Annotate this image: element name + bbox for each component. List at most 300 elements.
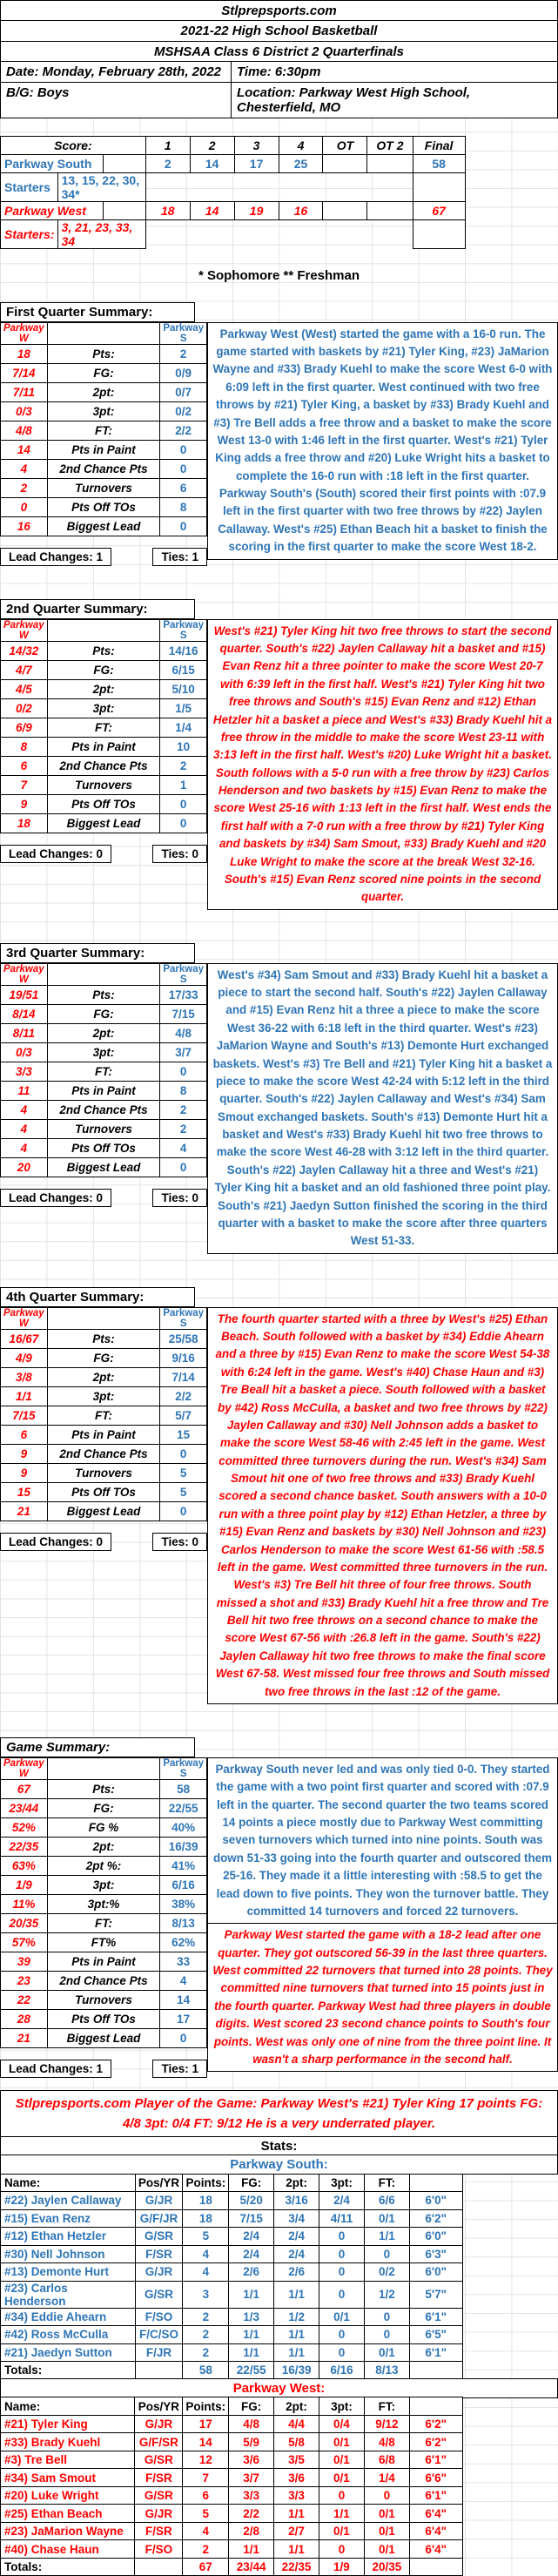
- stat-value-south: 0/9: [160, 363, 207, 382]
- stat-row: [1, 1501, 207, 1521]
- stat-row: [1, 718, 207, 737]
- spacer: [0, 910, 558, 943]
- stat-value-west: 18: [1, 813, 48, 833]
- player-stat: 5'7": [409, 2281, 462, 2308]
- spacer: [0, 566, 558, 599]
- west-team-label: Parkway W: [1, 322, 48, 344]
- player-stat: G/SR: [135, 2486, 183, 2505]
- stat-label: Biggest Lead: [47, 813, 160, 833]
- blank-cell: [145, 172, 413, 201]
- player-name: #15) Evan Renz: [1, 2209, 136, 2228]
- roster-column-header: 2pt:: [274, 2397, 319, 2416]
- player-stat: 0: [319, 2245, 365, 2263]
- roster-table: [0, 2397, 558, 2576]
- quarter-stats-table: [0, 1307, 207, 1521]
- south-team-label: Parkway S: [160, 619, 207, 641]
- stat-label: Pts Off TOs: [47, 1138, 160, 1157]
- stat-row: [1, 516, 207, 536]
- stat-value-west: 39: [1, 1952, 48, 1971]
- stat-value-west: 57%: [1, 1932, 48, 1952]
- score-label: Score:: [1, 136, 146, 154]
- stat-row: [1, 775, 207, 794]
- player-stat: 1/1: [274, 2281, 319, 2308]
- class-legend: * Sophomore ** Freshman: [198, 267, 360, 283]
- stat-row: [1, 1406, 207, 1425]
- stat-value-west: 9: [1, 794, 48, 813]
- player-stat: 6'1": [409, 2343, 462, 2362]
- roster-column-header: FG:: [229, 2397, 274, 2416]
- player-stat: 0/1: [319, 2433, 365, 2451]
- lead-changes-row: [0, 548, 207, 566]
- stat-label: Pts:: [47, 641, 160, 660]
- player-stat: 6'1": [409, 2451, 462, 2469]
- period-header: OT 2: [367, 136, 413, 154]
- player-name: #34) Eddie Ahearn: [1, 2308, 136, 2326]
- player-stat: 0: [319, 2263, 365, 2282]
- player-stat: 0: [364, 2326, 409, 2344]
- player-stat: 1/3: [229, 2308, 274, 2326]
- player-name: #12) Ethan Hetzler: [1, 2228, 136, 2246]
- lead-changes-box: Lead Changes: 1: [0, 2060, 111, 2078]
- player-stat: 0/1: [319, 2308, 365, 2326]
- blank-cell: [104, 201, 146, 219]
- blank-cell: [462, 2433, 557, 2451]
- quarter-stats-table: [0, 619, 207, 833]
- stat-label: Pts in Paint: [47, 440, 160, 459]
- player-stat: 2: [183, 2326, 229, 2344]
- stat-value-south: 58: [160, 1779, 207, 1798]
- roster-column-header: Points:: [183, 2174, 229, 2192]
- stat-value-south: 3/7: [160, 1042, 207, 1062]
- stat-value-south: 1/4: [160, 718, 207, 737]
- quarter-stats-column: [0, 619, 207, 910]
- player-of-game-banner: Stlprepsports.com Player of the Game: Parkway West's #21) Tyler King 17 points FG: 4/8 3pt: 0/4 FT: 9/12 He is a very underrated player.: [0, 2090, 558, 2138]
- site-title: Stlprepsports.com: [0, 0, 558, 22]
- player-row: [1, 2433, 558, 2451]
- player-stat: 6'2": [409, 2415, 462, 2433]
- player-stat: G/F/JR: [135, 2209, 183, 2228]
- player-stat: F/SR: [135, 2245, 183, 2263]
- player-stat: 6'2": [409, 2209, 462, 2228]
- player-row: [1, 2263, 558, 2282]
- player-stat: F/SR: [135, 2522, 183, 2540]
- totals-stat: [409, 2558, 462, 2576]
- player-stat: 5/20: [229, 2192, 274, 2210]
- starters-list: 3, 21, 23, 33, 34: [57, 219, 145, 248]
- stat-value-west: 22/35: [1, 1837, 48, 1856]
- stat-label: 2nd Chance Pts: [47, 459, 160, 478]
- stat-row: [1, 698, 207, 718]
- quarter-summary-block: [0, 599, 558, 910]
- player-name: #21) Tyler King: [1, 2415, 135, 2433]
- stat-value-west: 4: [1, 1119, 48, 1138]
- stat-value-south: 0: [160, 1157, 207, 1177]
- spacer: [0, 2078, 558, 2090]
- roster-column-header: FT:: [364, 2174, 409, 2192]
- stat-label: 2pt:: [47, 1367, 160, 1386]
- stat-row: [1, 1119, 207, 1138]
- player-stat: 6'2": [409, 2433, 462, 2451]
- stat-label: Pts:: [47, 1329, 160, 1348]
- stat-value-west: 20: [1, 1157, 48, 1177]
- stat-label: FT:: [47, 421, 160, 440]
- blank-cell: [47, 619, 160, 641]
- stat-value-west: 11%: [1, 1894, 48, 1913]
- player-name: #25) Ethan Beach: [1, 2505, 135, 2523]
- starters-label: Starters: [1, 172, 58, 201]
- player-name: #13) Demonte Hurt: [1, 2263, 136, 2282]
- quarter-summary-block: [0, 943, 558, 1254]
- player-stat: 2/4: [274, 2245, 319, 2263]
- player-stat: 4/11: [319, 2209, 365, 2228]
- player-stat: 1/1: [229, 2540, 274, 2559]
- player-stat: G/SR: [135, 2281, 183, 2308]
- player-row: [1, 2228, 558, 2246]
- stat-value-west: 11: [1, 1081, 48, 1100]
- stat-row: [1, 1062, 207, 1081]
- ties-box: Ties: 1: [152, 2060, 207, 2078]
- player-name: #40) Chase Haun: [1, 2540, 135, 2559]
- player-row: [1, 2281, 558, 2308]
- player-stat: 5: [183, 2228, 229, 2246]
- stat-value-west: 2: [1, 478, 48, 497]
- roster-column-header: Pos/YR: [135, 2174, 183, 2192]
- stat-row: [1, 641, 207, 660]
- quarter-score: 2: [145, 154, 190, 172]
- stat-value-west: 4/5: [1, 679, 48, 698]
- player-stat: 1/1: [274, 2540, 319, 2559]
- stat-row: [1, 344, 207, 363]
- roster-column-header: 3pt:: [319, 2397, 365, 2416]
- blank-cell: [462, 2326, 557, 2344]
- stat-value-south: 6/15: [160, 660, 207, 679]
- player-stat: 1/4: [364, 2469, 409, 2487]
- totals-stat: [135, 2362, 183, 2380]
- quarter-summary-text: [207, 322, 558, 560]
- stat-row: [1, 1425, 207, 1444]
- stat-value-west: 15: [1, 1482, 48, 1501]
- starters-label: Starters:: [1, 219, 58, 248]
- blank-cell: [465, 154, 557, 172]
- stat-value-west: 9: [1, 1463, 48, 1482]
- ties-box: Ties: 1: [152, 548, 207, 566]
- stat-row: [1, 1023, 207, 1042]
- player-stat: 1/1: [274, 2505, 319, 2523]
- player-row: [1, 2451, 558, 2469]
- stat-label: Pts:: [47, 985, 160, 1004]
- roster-column-header: Name:: [1, 2174, 136, 2192]
- blank-cell: [462, 2308, 557, 2326]
- stat-row: [1, 1856, 207, 1875]
- player-stat: 2/4: [274, 2228, 319, 2246]
- stat-label: FG:: [47, 1004, 160, 1023]
- ties-box: Ties: 0: [152, 845, 207, 863]
- stat-value-south: 0/2: [160, 401, 207, 421]
- player-stat: 6'0": [409, 2228, 462, 2246]
- stat-row: [1, 1367, 207, 1386]
- final-score: 67: [413, 201, 465, 219]
- quarter-score: 14: [190, 154, 234, 172]
- stat-value-south: 0: [160, 516, 207, 536]
- stat-label: 2pt:: [47, 1023, 160, 1042]
- south-team-label: Parkway S: [160, 963, 207, 985]
- summary-paragraph-text: Parkway South never led and was only tied 0-0. They started the game with a two point first quarter and scored with :07.9 left in the quarter. The second quarter the two teams scored 14 points a piece mostly due to Parkway West committing seven turnovers which turned into nine points. South was down 51-33 going into the fourth quarter and outscored them 25-16. They made it a little interesting with :58.5 to get the lead down to five points. They won the turnover battle. They committed 14 turnovers and forced 22 turnovers.: [212, 1762, 553, 1918]
- player-stat: 6/8: [364, 2451, 409, 2469]
- stat-row: [1, 813, 207, 833]
- quarter-score: 19: [234, 201, 279, 219]
- quarter-stats-column: [0, 322, 207, 566]
- blank-cell: [465, 201, 557, 219]
- team-roster-heading: Parkway West:: [0, 2378, 558, 2398]
- stat-value-south: 5: [160, 1482, 207, 1501]
- stat-row: [1, 1042, 207, 1062]
- player-row: [1, 2505, 558, 2523]
- blank-cell: [462, 2522, 557, 2540]
- starters-row: [1, 172, 558, 201]
- summary-paragraph: [208, 323, 557, 559]
- player-stat: G/SR: [135, 2451, 183, 2469]
- player-stat: 2/2: [229, 2505, 274, 2523]
- stat-row: [1, 1081, 207, 1100]
- team-rosters: [0, 2155, 558, 2576]
- summary-paragraph-text: Parkway West (West) started the game with a 16-0 run. The game started with baskets by #21) Tyler King, #23) JaMarion Wayne and #33) Brady Kuehl to make the score West 6-0 with 6:09 left in the first quarter. West continued with two free throws by #21) Tyler King, a basket by #33) Brady Kuehl and #3) Tre Bell adds a free throw and a basket to make the score West 13-0 with 1:46 left in the first quarter. West's #21) Tyler King adds a free throw and #20) Luke Wright hits a basket to complete the 16-0 run with :18 left in the first quarter. Parkway South's (South) scored their first points with :07.9 left in the first quarter with two free throws by #22) Jaylen Callaway. West's #25) Ethan Beach hit a basket to finish the scoring in the first quarter to make the score West 18-2.: [212, 327, 553, 554]
- spacer: [0, 1704, 558, 1737]
- player-stat: 0: [319, 2486, 365, 2505]
- player-stat: 3: [183, 2281, 229, 2308]
- stat-value-south: 33: [160, 1952, 207, 1971]
- stat-row: [1, 1913, 207, 1932]
- roster-header-row: [1, 2174, 558, 2192]
- stat-value-west: 3/8: [1, 1367, 48, 1386]
- player-stat: 1/1: [229, 2343, 274, 2362]
- stat-label: Pts in Paint: [47, 737, 160, 756]
- quarter-summary-body: [0, 1307, 558, 1704]
- stat-value-south: 0: [160, 813, 207, 833]
- player-stat: 3/4: [274, 2209, 319, 2228]
- summary-paragraph-text: The fourth quarter started with a three by West's #25) Ethan Beach. South followed with a basket by #34) Eddie Ahearn and a three by #15) Evan Renz to make the score West 54-38 with 6:24 left in the game. West's #40) Chase Haun and #3) Tre Beall hit a basket a piece. South followed with a basket by #42) Ross McCulla, a basket and two free throws by #22) Jaylen Callaway and #30) Nell Johnson adds a basket to make the score West 58-46 with 2:45 left in the game. West committed three turnovers during the run. West's #34) Sam Smout hit one of two free throws and #33) Brady Kuehl scored a second chance basket. South answers with a 10-0 run with a three point play by #12) Ethan Hetzler, a three by #15) Evan Renz and baskets by #30) Nell Johnson and #23) Carlos Henderson to make the score West 61-56 with :58.5 left in the game. West committed three turnovers in the run. West's #3) Tre Bell hit three of four free throws. South missed a shot and #33) Brady Kuehl hit a free throw and Tre Bell hit two free throws on a second chance to make the score West 67-56 with :26.8 left in the game. South's #22) Jaylen Callaway hit two free throws to make the final score West 67-58. West missed four free throws and South missed two free throws in the last :12 of the game.: [215, 1312, 550, 1698]
- stat-row: [1, 1779, 207, 1798]
- stat-row: [1, 1482, 207, 1501]
- stat-value-west: 4: [1, 459, 48, 478]
- stat-label: 3pt:: [47, 1386, 160, 1406]
- period-header: OT: [323, 136, 367, 154]
- player-stat: 1/2: [364, 2281, 409, 2308]
- stat-value-south: 38%: [160, 1894, 207, 1913]
- period-header: 4: [279, 136, 323, 154]
- stat-label: Biggest Lead: [47, 2028, 160, 2047]
- player-stat: 14: [183, 2433, 229, 2451]
- stat-value-west: 28: [1, 2009, 48, 2028]
- stats-header-row: [1, 963, 207, 985]
- quarter-score: [367, 154, 413, 172]
- blank-cell: [462, 2245, 557, 2263]
- player-stat: 1/1: [319, 2505, 365, 2523]
- quarter-score: [367, 201, 413, 219]
- player-stat: 6'1": [409, 2308, 462, 2326]
- player-stat: 6'4": [409, 2522, 462, 2540]
- roster-table: [0, 2174, 558, 2380]
- totals-stat: 20/35: [364, 2558, 409, 2576]
- stat-label: FG %: [47, 1817, 160, 1837]
- totals-row: [1, 2558, 558, 2576]
- stat-value-south: 14/16: [160, 641, 207, 660]
- player-stat: 6'5": [409, 2326, 462, 2344]
- player-stat: 4: [183, 2522, 229, 2540]
- quarter-summary-body: [0, 1757, 558, 2078]
- player-stat: 6'0": [409, 2263, 462, 2282]
- stat-value-west: 20/35: [1, 1913, 48, 1932]
- roster-column-header: 2pt:: [274, 2174, 319, 2192]
- stat-value-west: 14: [1, 440, 48, 459]
- stat-label: Turnovers: [47, 1990, 160, 2009]
- player-stat: 1/1: [364, 2228, 409, 2246]
- quarter-summary-block: [0, 302, 558, 566]
- stat-label: Pts Off TOs: [47, 497, 160, 516]
- roster-column-header: Points:: [183, 2397, 229, 2416]
- stat-label: 3pt:%: [47, 1894, 160, 1913]
- player-row: [1, 2486, 558, 2505]
- summary-paragraph: [208, 964, 557, 1253]
- stat-value-south: 1: [160, 775, 207, 794]
- player-stat: 6/6: [364, 2192, 409, 2210]
- roster-column-header: Pos/YR: [135, 2397, 183, 2416]
- player-stat: 2/7: [274, 2522, 319, 2540]
- player-stat: F/SR: [135, 2469, 183, 2487]
- player-stat: 12: [183, 2451, 229, 2469]
- quarter-summary-block: [0, 1287, 558, 1704]
- lead-changes-row: [0, 1189, 207, 1207]
- stat-value-south: 0: [160, 1501, 207, 1521]
- stat-label: 3pt:: [47, 401, 160, 421]
- summary-paragraph-text: Parkway West started the game with a 18-2 lead after one quarter. They got outscored 56-39 in the last three quarters. West committed 22 turnovers that turned into 28 points. They committed nine turnovers that turned into 15 points just in the fourth quarter. Parkway West had three players in double digits. West scored 23 second chance points to South's four points. West was only one of nine from the three point line. It wasn't a sharp performance in the second half.: [212, 1928, 553, 2066]
- stat-label: Turnovers: [47, 1463, 160, 1482]
- blank-cell: [465, 219, 557, 248]
- stat-value-south: 4: [160, 1138, 207, 1157]
- stat-value-west: 0/2: [1, 698, 48, 718]
- stat-value-west: 7/14: [1, 363, 48, 382]
- blank-cell: [145, 219, 413, 248]
- stat-value-south: 5: [160, 1463, 207, 1482]
- stat-row: [1, 1004, 207, 1023]
- stat-value-south: 22/55: [160, 1798, 207, 1817]
- player-row: [1, 2245, 558, 2263]
- player-stat: 4/4: [274, 2415, 319, 2433]
- player-stat: 0: [364, 2486, 409, 2505]
- stat-row: [1, 478, 207, 497]
- stat-label: Biggest Lead: [47, 1501, 160, 1521]
- stat-value-south: 5/7: [160, 1406, 207, 1425]
- totals-stat: 16/39: [274, 2362, 319, 2380]
- totals-stat: 67: [183, 2558, 229, 2576]
- stat-row: [1, 1971, 207, 1990]
- roster-column-header: [409, 2174, 462, 2192]
- stat-value-south: 25/58: [160, 1329, 207, 1348]
- stat-row: [1, 1798, 207, 1817]
- stats-section-title: Stats:: [0, 2136, 558, 2156]
- player-stat: 6'0": [409, 2192, 462, 2210]
- player-row: [1, 2308, 558, 2326]
- quarter-summary-title: 2nd Quarter Summary:: [0, 599, 195, 619]
- player-stat: 1/1: [274, 2326, 319, 2344]
- stats-header-row: [1, 1757, 207, 1779]
- stat-value-south: 0/7: [160, 382, 207, 401]
- player-stat: 0/1: [364, 2343, 409, 2362]
- stat-value-west: 0/3: [1, 1042, 48, 1062]
- player-stat: 3/3: [274, 2486, 319, 2505]
- stat-value-south: 6/16: [160, 1875, 207, 1894]
- player-stat: 0: [319, 2326, 365, 2344]
- player-stat: 2/4: [319, 2192, 365, 2210]
- quarter-stats-column: [0, 963, 207, 1254]
- west-team-label: Parkway W: [1, 1307, 48, 1329]
- blank-cell: [413, 172, 465, 201]
- player-stat: 6'6": [409, 2469, 462, 2487]
- stat-label: Biggest Lead: [47, 1157, 160, 1177]
- player-name: #20) Luke Wright: [1, 2486, 135, 2505]
- player-stat: 4/8: [364, 2433, 409, 2451]
- player-stat: 1/1: [229, 2326, 274, 2344]
- blank-cell: [462, 2263, 557, 2282]
- summary-paragraph: [208, 1923, 557, 2071]
- stat-label: FG:: [47, 1798, 160, 1817]
- stat-value-west: 18: [1, 344, 48, 363]
- player-name: #3) Tre Bell: [1, 2451, 135, 2469]
- player-stat: 2/6: [229, 2263, 274, 2282]
- blank-cell: [462, 2174, 557, 2192]
- player-stat: 2: [183, 2343, 229, 2362]
- event-title: MSHSAA Class 6 District 2 Quarterfinals: [0, 41, 558, 63]
- stat-row: [1, 1100, 207, 1119]
- stat-label: 2nd Chance Pts: [47, 756, 160, 775]
- period-header: 3: [234, 136, 279, 154]
- totals-stat: 23/44: [229, 2558, 274, 2576]
- stat-value-west: 6/9: [1, 718, 48, 737]
- stat-value-west: 63%: [1, 1856, 48, 1875]
- stat-value-south: 16/39: [160, 1837, 207, 1856]
- totals-row: [1, 2362, 558, 2380]
- stat-row: [1, 737, 207, 756]
- player-stat: G/SR: [135, 2228, 183, 2246]
- player-stat: 1/1: [229, 2281, 274, 2308]
- stat-row: [1, 2028, 207, 2047]
- stat-value-south: 0: [160, 794, 207, 813]
- quarter-summary-title: First Quarter Summary:: [0, 302, 195, 322]
- player-name: #34) Sam Smout: [1, 2469, 135, 2487]
- lead-changes-box: Lead Changes: 1: [0, 548, 111, 566]
- player-stat: 0: [364, 2245, 409, 2263]
- roster-column-header: 3pt:: [319, 2174, 365, 2192]
- quarter-summary-title: 3rd Quarter Summary:: [0, 943, 195, 963]
- stat-value-west: 4/9: [1, 1348, 48, 1367]
- quarter-stats-table: [0, 322, 207, 536]
- stat-label: FG:: [47, 363, 160, 382]
- blank-cell: [462, 2343, 557, 2362]
- roster-column-header: Name:: [1, 2397, 135, 2416]
- stat-row: [1, 497, 207, 516]
- stat-label: FT:: [47, 1406, 160, 1425]
- stat-row: [1, 1157, 207, 1177]
- stat-label: 3pt:: [47, 1042, 160, 1062]
- player-stat: 0: [319, 2228, 365, 2246]
- player-stat: G/JR: [135, 2415, 183, 2433]
- quarter-summary-text: [207, 1757, 558, 2072]
- player-stat: 6'4": [409, 2505, 462, 2523]
- stat-label: Pts:: [47, 1779, 160, 1798]
- stat-label: 2pt:: [47, 1837, 160, 1856]
- stat-label: 2pt:: [47, 382, 160, 401]
- player-stat: 6: [183, 2486, 229, 2505]
- stat-value-west: 4/7: [1, 660, 48, 679]
